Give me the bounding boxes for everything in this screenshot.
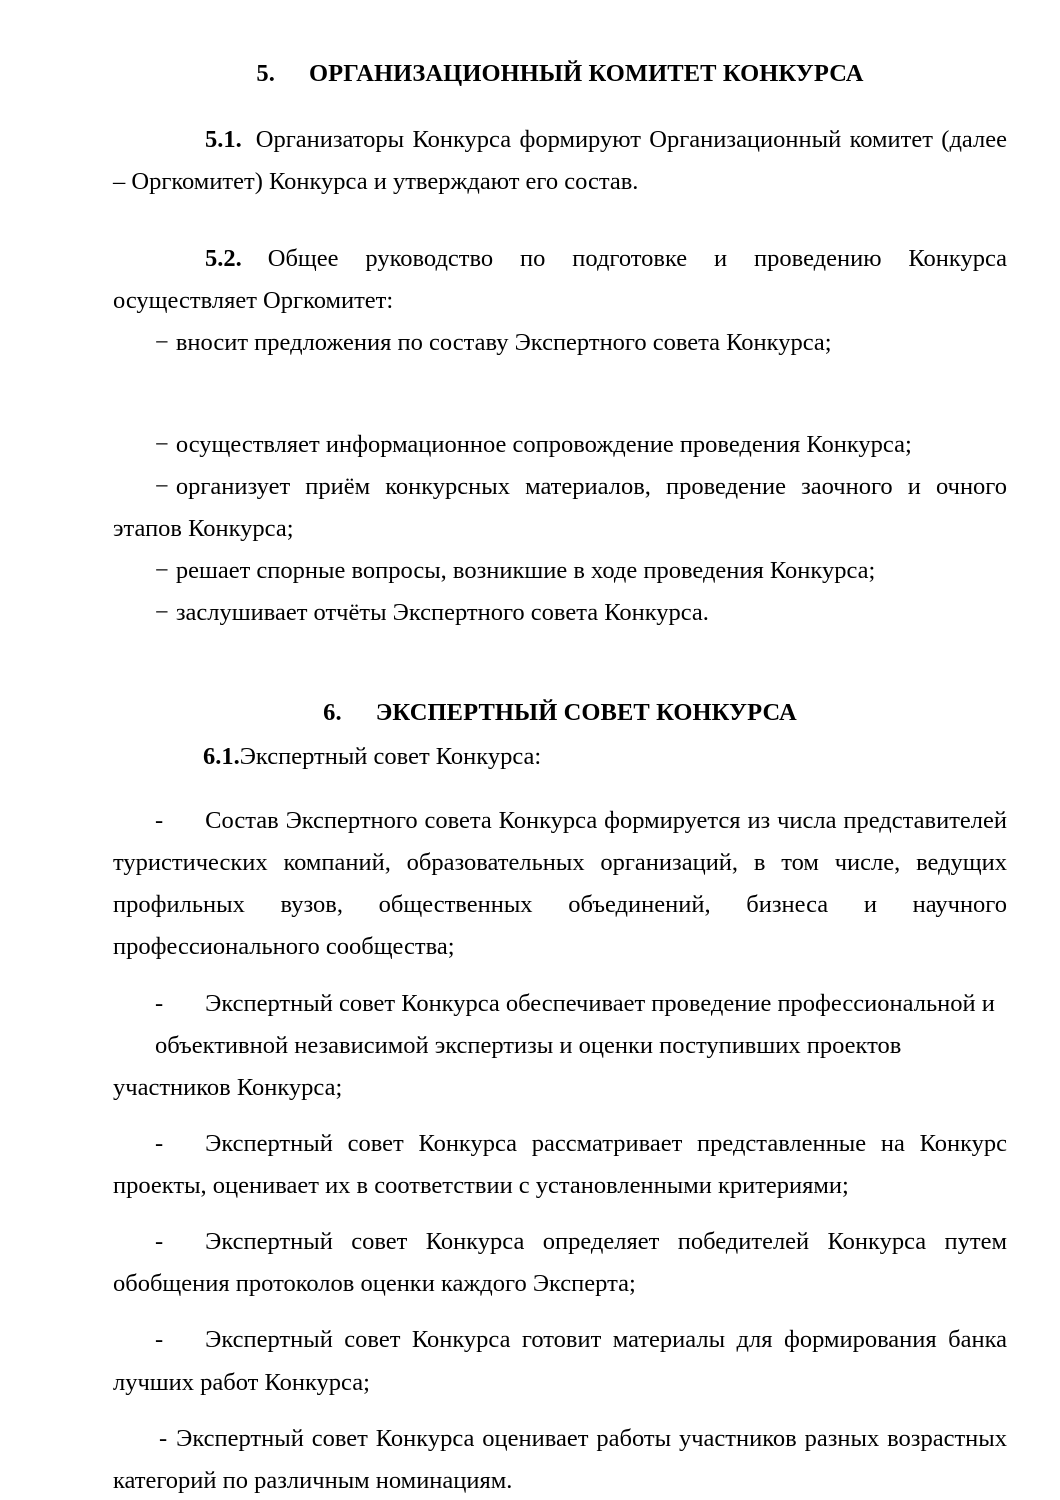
list-item-line-3: участников Конкурса;	[113, 1073, 343, 1101]
hyphen-marker: -	[155, 1228, 164, 1256]
clause-5-2	[113, 238, 1007, 322]
section-title-6: ЭКСПЕРТНЫЙ СОВЕТ КОНКУРСА	[375, 698, 797, 726]
clause-text-5-2: Общее руководство по подготовке и проведению Конкурса осуществляет Оргкомитет:	[113, 244, 1007, 314]
clause-label-5-2: 5.2.	[205, 244, 242, 272]
list-item-text: Состав Экспертного совета Конкурса формируется из числа представителей туристических компаний, образовательных организаций, в том числе, ведущих профильных вузов, общественных объединений, бизнеса и научного профессионального сообщества;	[113, 807, 1007, 961]
hyphen-marker: -	[155, 1326, 164, 1354]
list-item-line-1	[113, 983, 1007, 1025]
list-item	[113, 592, 1007, 634]
list-item-text: Экспертный совет Конкурса рассматривает представленные на Конкурс проекты, оценивает их в соответствии с установленными критериями;	[113, 1129, 1007, 1200]
dash-marker: −	[155, 557, 169, 585]
section-heading-5	[113, 58, 1007, 89]
clause-6-1	[113, 736, 1007, 778]
section-heading-6	[113, 697, 1007, 728]
list-item	[113, 1221, 1007, 1305]
list-item	[113, 800, 1007, 969]
dash-marker: −	[155, 473, 169, 501]
section-title-5: ОРГАНИЗАЦИОННЫЙ КОМИТЕТ КОНКУРСА	[308, 60, 864, 87]
dash-marker: −	[155, 328, 169, 356]
list-item-text: решает спорные вопросы, возникшие в ходе проведения Конкурса;	[175, 557, 876, 585]
clause-label-6-1: 6.1.	[203, 742, 240, 770]
clause-label-5-1: 5.1.	[205, 126, 242, 154]
hyphen-marker: -	[155, 1129, 164, 1157]
clause-5-1	[113, 119, 1007, 203]
list-item-text: организует приём конкурсных материалов, проведение заочного и очного этапов Конкурса;	[113, 473, 1007, 543]
list-item-text: заслушивает отчёты Экспертного совета Конкурса.	[175, 599, 709, 627]
list-item	[113, 1319, 1007, 1403]
dash-marker: −	[155, 430, 169, 458]
list-item	[113, 466, 1007, 550]
list-item	[113, 983, 1007, 1109]
list-item	[113, 424, 1007, 466]
list-item	[113, 1123, 1007, 1207]
hyphen-marker: -	[155, 989, 164, 1017]
clause-text-6-1: Экспертный совет Конкурса:	[239, 742, 542, 770]
list-item	[113, 322, 1007, 364]
list-item-text: осуществляет информационное сопровождение проведения Конкурса;	[175, 430, 912, 458]
clause-text-5-1: Организаторы Конкурса формируют Организационный комитет (далее – Оргкомитет) Конкурса и утверждают его состав.	[113, 126, 1007, 196]
list-item-text: Экспертный совет Конкурса готовит материалы для формирования банка лучших работ Конкурса;	[113, 1326, 1007, 1396]
list-item	[113, 550, 1007, 592]
hyphen-marker: -	[159, 1424, 168, 1452]
list-item-text: Экспертный совет Конкурса оценивает работы участников разных возрастных категорий по различным номинациям.	[113, 1424, 1007, 1494]
list-item	[113, 1418, 1007, 1500]
section-number-6: 6.	[323, 698, 342, 726]
list-item-text: вносит предложения по составу Экспертного совета Конкурса;	[175, 328, 832, 356]
dash-marker: −	[155, 599, 169, 627]
list-item-text-line-1: Экспертный совет Конкурса обеспечивает проведение профессиональной и	[205, 989, 995, 1017]
list-item-line-2: объективной независимой экспертизы и оценки поступивших проектов	[155, 1031, 902, 1059]
list-item-text: Экспертный совет Конкурса определяет победителей Конкурса путем обобщения протоколов оценки каждого Эксперта;	[113, 1228, 1007, 1298]
hyphen-marker: -	[155, 807, 164, 835]
page-content	[113, 0, 1007, 1500]
section-number-5: 5.	[256, 60, 275, 87]
